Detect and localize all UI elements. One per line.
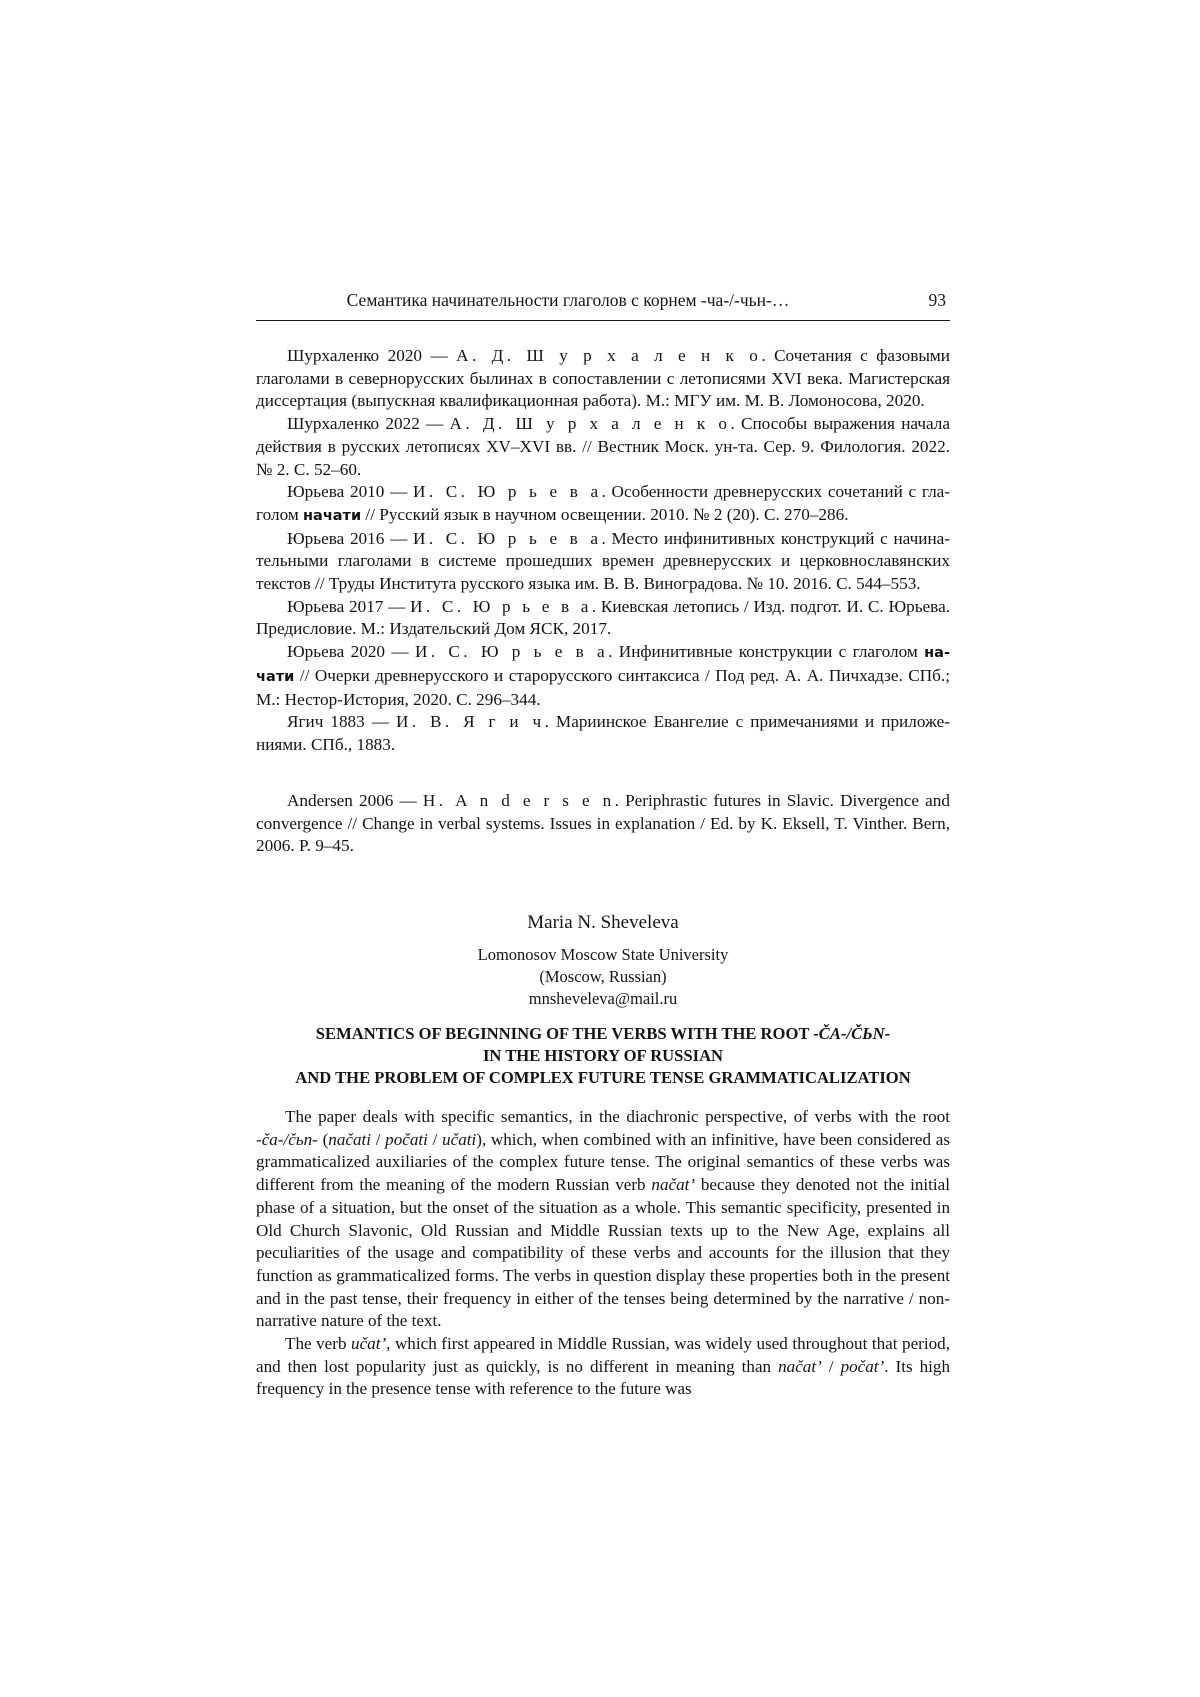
author-email: mnsheveleva@mail.ru (528, 989, 678, 1008)
author-affiliation: Lomonosov Moscow State University (477, 945, 729, 964)
text-run: ( (317, 1129, 329, 1149)
italic-term: učat’ (351, 1334, 387, 1354)
italic-term: -ča-/čьn- (256, 1129, 318, 1149)
title-line-1 (256, 1023, 950, 1045)
text-run: / (427, 1129, 443, 1149)
reference-item (256, 413, 950, 481)
references-foreign (256, 790, 950, 858)
reference-author: И. С. Ю р ь е в а (410, 596, 592, 616)
slavonic-word: начати (303, 507, 362, 524)
reference-text: . Periphrastic futures in Slavic. Divergence and convergence // Change in verbal systems. Issues in explanation / Ed. by K. Eksell, T. Vinther. Bern, 2006. P. 9–45. (256, 791, 950, 856)
reference-item (256, 790, 950, 858)
abstract-paragraph (256, 1106, 950, 1333)
author-block (256, 910, 950, 1010)
italic-term: počat’ (840, 1356, 885, 1376)
text-run: The verb (285, 1334, 352, 1354)
reference-author: А. Д. Ш у р х а л е н к о (456, 346, 762, 365)
italic-term: načat’ (651, 1175, 696, 1195)
reference-author: И. С. Ю р ь е в а (412, 528, 602, 548)
slavonic-word: начати (256, 645, 950, 685)
reference-key: Юрьева 2020 — (287, 642, 415, 662)
reference-key: Ягич 1883 — (287, 712, 396, 732)
reference-text-cont: // Очерки древнерусского и старорусского синтаксиса / Под ред. А. А. Пичхадзе. СПб.; М.: Нестор-История, 2020. С. 296–344. (256, 665, 950, 709)
reference-item (256, 481, 950, 527)
running-header (256, 290, 950, 321)
page-number: 93 (928, 290, 946, 310)
reference-author: И. С. Ю р ь е в а (414, 642, 609, 662)
italic-term: učati (442, 1129, 477, 1149)
reference-item (256, 711, 950, 756)
reference-author: H. A n d e r s e n (422, 791, 615, 810)
reference-text-cont: // Русский язык в научном освещении. 2010. № 2 (20). С. 270–286. (361, 504, 849, 524)
reference-key: Шурхаленко 2020 — (287, 346, 457, 365)
title-line-2: IN THE HISTORY OF RUSSIAN (482, 1046, 724, 1065)
reference-text: . Способы выражения начала действия в русских летописях XV–XVI вв. // Вестник Моск. ун-та. Сер. 9. Филология. 2022. № 2. С. 52–60. (256, 414, 950, 479)
reference-text: . Особенности древнерусских сочетаний с глаголом (256, 482, 951, 524)
reference-item (256, 528, 950, 596)
text-run: / (821, 1356, 841, 1376)
article-title (256, 1023, 950, 1089)
reference-author: И. В. Я г и ч (395, 712, 545, 732)
reference-item (256, 596, 950, 641)
reference-author: А. Д. Ш у р х а л е н к о (449, 414, 731, 434)
author-name: Maria N. Sheveleva (527, 912, 679, 933)
text-run: , which first appeared in Middle Russian, was widely used throughout that period, and then lost popularity just as quickly, is no different in meaning than (256, 1334, 950, 1376)
abstract (256, 1106, 950, 1401)
text-run: ), which, when combined with an infinitive, have been considered as grammaticalized auxiliaries of the complex future tense. The original semantics of these verbs was different from the meaning of the modern Russian verb (256, 1129, 951, 1195)
author-location: (Moscow, Russian) (539, 967, 667, 986)
title-prefix: SEMANTICS OF BEGINNING OF THE VERBS WITH THE ROOT (315, 1024, 814, 1043)
reference-item (256, 345, 950, 413)
italic-term: počati (385, 1129, 428, 1149)
reference-text: . Мариинское Евангелие с примечаниями и приложениями. СПб., 1883. (256, 712, 950, 754)
references-russian (256, 345, 950, 757)
reference-key: Andersen 2006 — (287, 791, 423, 810)
reference-text: . Сочетания с фазовыми глаголами в севернорусских былинах в сопоставлении с летописями XVI века. Магистерская диссертация (выпускная квалификационная работа). М.: МГУ им. М. В. Ломоносова, 2020. (256, 346, 951, 411)
text-run: because they denoted not the initial phase of a situation, but the onset of the situation as a whole. This semantic specificity, presented in Old Church Slavonic, Old Russian and Middle Russian texts up to the New Age, explains all peculiarities of the usage and compatibility of these verbs and accounts for the illusion that they function as grammaticalized forms. The verbs in question display these properties both in the present and in the past tense, their frequency in either of the tenses being determined by the narrative / non-narrative nature of the text. (256, 1175, 950, 1331)
italic-term: načat’ (778, 1356, 822, 1376)
reference-text: . Киевская летопись / Изд. подгот. И. С. Юрьева. Предисловие. М.: Издательский Дом ЯСК, 2017. (256, 596, 950, 639)
reference-key: Юрьева 2016 — (287, 528, 413, 548)
title-root: -ČA-/ČЬN- (813, 1024, 891, 1043)
reference-author: И. С. Ю р ь е в а (413, 482, 602, 502)
abstract-paragraph (256, 1333, 950, 1401)
reference-key: Юрьева 2017 — (287, 596, 411, 616)
reference-key: Юрьева 2010 — (287, 482, 413, 502)
reference-text: . Инфинитивные конструкции с глаголом (608, 642, 925, 662)
italic-term: načati (328, 1129, 372, 1149)
text-run: The paper deals with specific semantics, in the diachronic perspective, of verbs with the root (285, 1107, 950, 1126)
reference-key: Шурхаленко 2022 — (287, 414, 450, 434)
text-run: . Its high frequency in the presence tense with reference to the future was (256, 1356, 950, 1399)
title-line-3: AND THE PROBLEM OF COMPLEX FUTURE TENSE GRAMMATICALIZATION (295, 1068, 911, 1087)
running-title: Семантика начинательности глаголов с корнем -ча-/-чьн-… (346, 290, 790, 310)
reference-text: . Место инфинитивных конструкций с начинательными глаголами в системе прошедших времен древнерусских и церковнославянских текстов // Труды Института русского языка им. В. В. Виноградова. № 10. 2016. С. 544–553. (256, 528, 951, 594)
text-run: / (371, 1129, 386, 1149)
reference-item (256, 641, 950, 711)
